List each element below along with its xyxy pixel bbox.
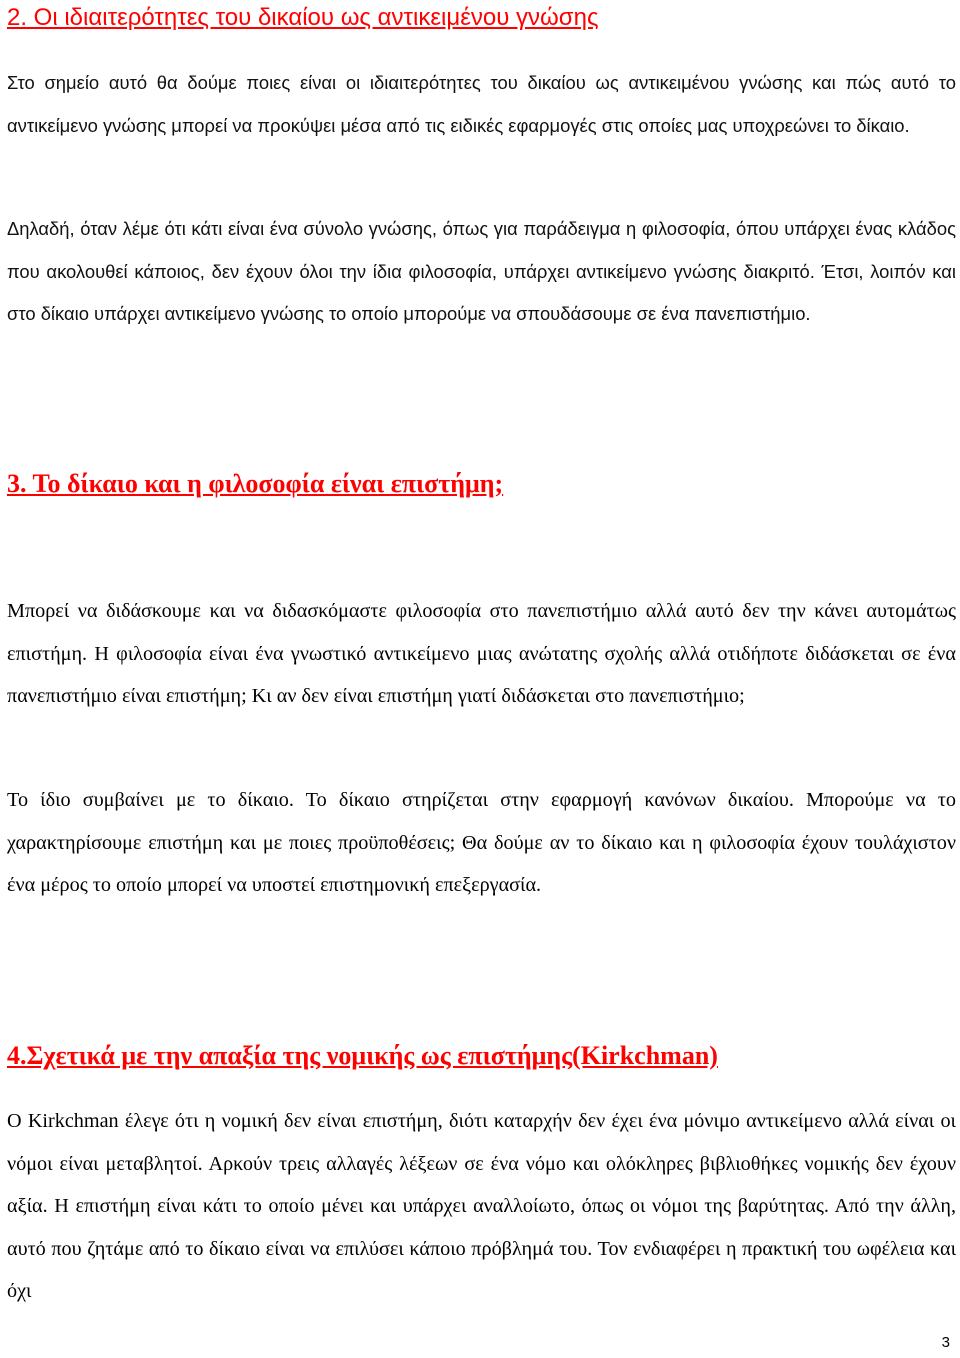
page-number: 3 <box>941 1334 950 1351</box>
paragraph-law-science: Το ίδιο συμβαίνει με το δίκαιο. Το δίκαιο στηρίζεται στην εφαρμογή κανόνων δικαίου. Μπορούμε να το χαρακτηρίσουμε επιστήμη και με ποιες προϋποθέσεις; Θα δούμε αν το δίκαιο και η φιλοσοφία έχουν τουλάχιστον ένα μέρος το οποίο μπορεί να υποστεί επιστημονική επεξεργασία. <box>7 789 956 897</box>
paragraph-knowledge-object: Δηλαδή, όταν λέμε ότι κάτι είναι ένα σύνολο γνώσης, όπως για παράδειγμα η φιλοσοφία, όπου υπάρχει ένας κλάδος που ακολουθεί κάποιος, δεν έχουν όλοι την ίδια φιλοσοφία, υπάρχει αντικείμενο γνώσης διακριτό. Έτσι, λοιπόν και στο δίκαιο υπάρχει αντικείμενο γνώσης το οποίο μπορούμε να σπουδάσουμε σε ένα πανεπιστήμιο. <box>7 218 956 324</box>
section-2-heading: 2. Οι ιδιαιτερότητες του δικαίου ως αντικειμένου γνώσης <box>7 4 599 31</box>
section-4-heading: 4.Σχετικά με την απαξία της νομικής ως επιστήμης(Kirkchman) <box>7 1041 718 1070</box>
paragraph-philosophy-science: Μπορεί να διδάσκουμε και να διδασκόμαστε φιλοσοφία στο πανεπιστήμιο αλλά αυτό δεν την κάνει αυτομάτως επιστήμη. Η φιλοσοφία είναι ένα γνωστικό αντικείμενο μιας ανώτατης σχολής αλλά οτιδήποτε διδάσκεται σε ένα πανεπιστήμιο είναι επιστήμη; Κι αν δεν είναι επιστήμη γιατί διδάσκεται στο πανεπιστήμιο; <box>7 600 956 708</box>
paragraph-kirkchman: Ο Kirkchman έλεγε ότι η νομική δεν είναι επιστήμη, διότι καταρχήν δεν έχει ένα μόνιμο αντικείμενο αλλά είναι οι νόμοι είναι μεταβλητοί. Αρκούν τρεις αλλαγές λέξεων σε ένα νόμο και ολόκληρες βιβλιοθήκες νομικής δεν έχουν αξία. Η επιστήμη είναι κάτι το οποίο μένει και υπάρχει αναλλοίωτο, όπως οι νόμοι της βαρύτητας. Από την άλλη, αυτό που ζητάμε από το δίκαιο είναι να επιλύσει κάποιο πρόβλημά του. Τον ενδιαφέρει η πρακτική του ωφέλεια και όχι <box>7 1110 956 1303</box>
section-3-heading: 3. Το δίκαιο και η φιλοσοφία είναι επιστήμη; <box>7 469 504 498</box>
paragraph-intro: Στο σημείο αυτό θα δούμε ποιες είναι οι ιδιαιτερότητες του δικαίου ως αντικειμένου γνώσης και πώς αυτό το αντικείμενο γνώσης μπορεί να προκύψει μέσα από τις ειδικές εφαρμογές στις οποίες μας υποχρεώνει το δίκαιο. <box>7 72 956 136</box>
